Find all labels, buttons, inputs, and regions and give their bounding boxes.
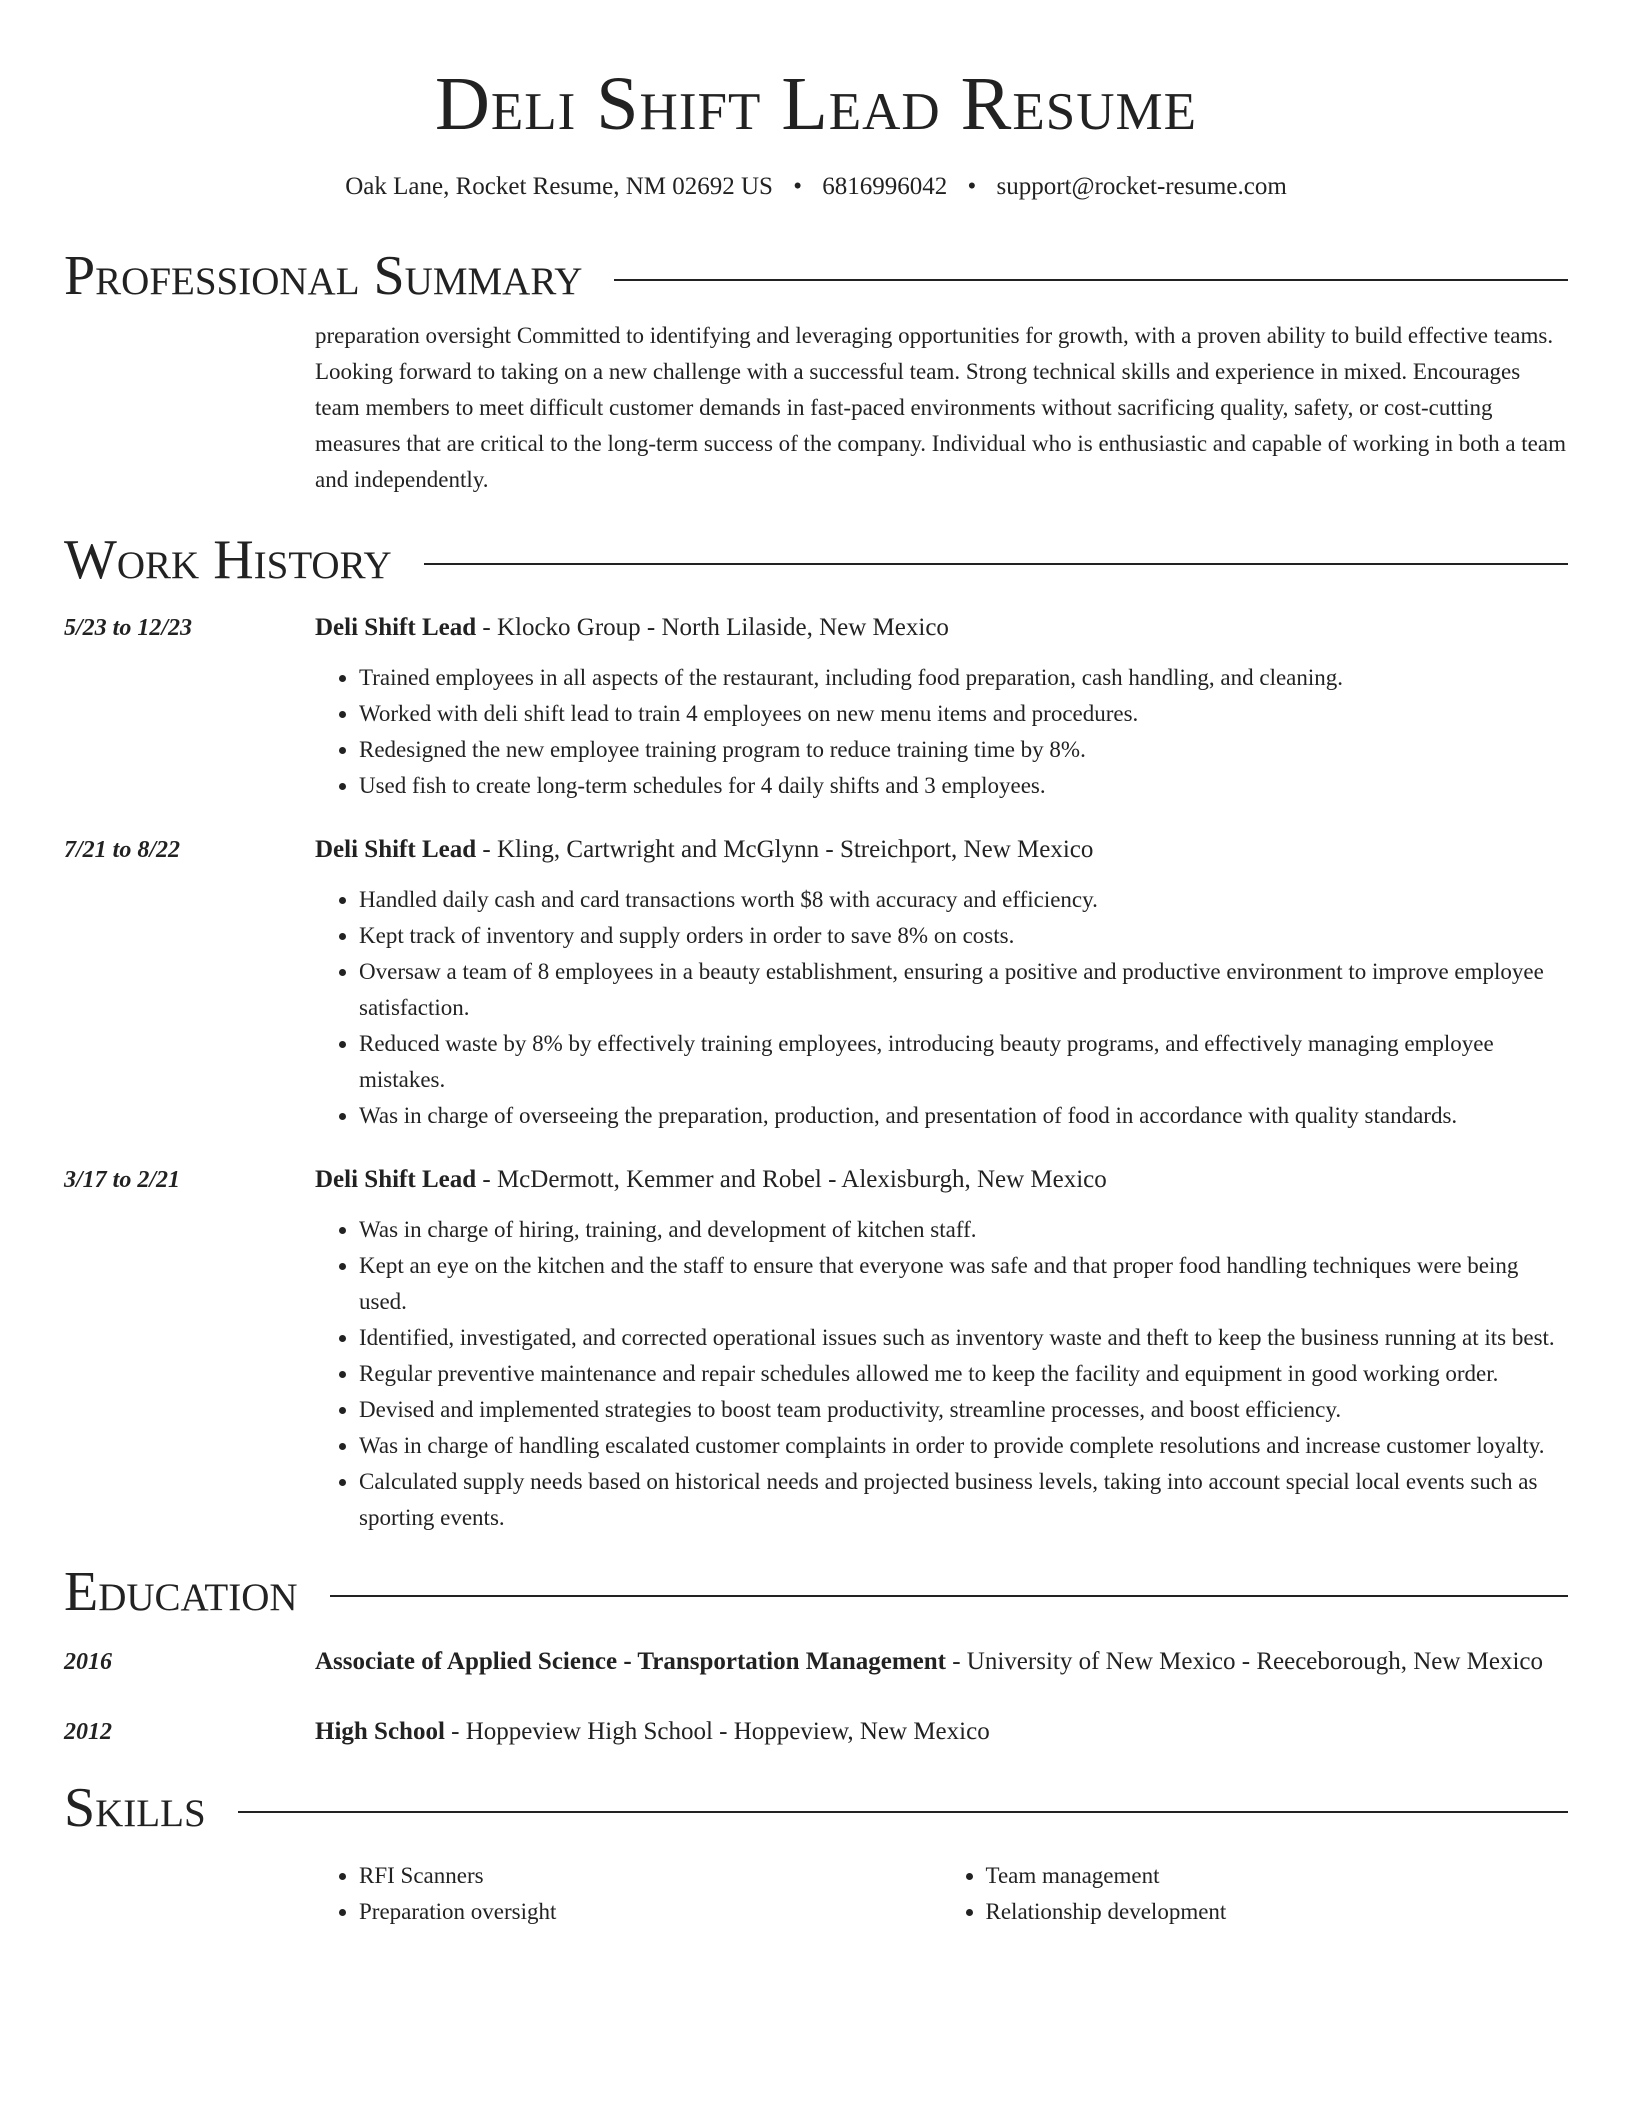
- education-details: - University of New Mexico - Reeceborough, New Mexico: [945, 1648, 1544, 1675]
- job-entry: [64, 608, 1568, 804]
- job-entry: [64, 830, 1568, 1134]
- education-entry: [64, 1712, 1568, 1752]
- education-degree: High School: [315, 1718, 445, 1745]
- section-divider: [614, 279, 1568, 281]
- job-bullets: [315, 660, 1568, 804]
- work-heading: Work History: [64, 529, 392, 591]
- job-details: - McDermott, Kemmer and Robel - Alexisburgh, New Mexico: [476, 1166, 1107, 1193]
- summary-heading: Professional Summary: [64, 245, 583, 307]
- contact-separator: •: [793, 173, 802, 200]
- job-title-line: [315, 830, 1568, 870]
- job-bullet: • Was in charge of hiring, training, and development of kitchen staff.: [359, 1212, 1568, 1248]
- section-divider: [238, 1811, 1568, 1813]
- job-entry: [64, 1160, 1568, 1536]
- education-line: [315, 1712, 1568, 1752]
- section-divider: [330, 1595, 1568, 1597]
- job-body: [315, 608, 1568, 804]
- education-details: - Hoppeview High School - Hoppeview, New Mexico: [444, 1718, 990, 1745]
- job-dates: 3/17 to 2/21: [64, 1167, 181, 1193]
- job-bullet: • Was in charge of handling escalated customer complaints in order to provide complete resolutions and increase customer loyalty.: [359, 1428, 1568, 1464]
- job-bullet: • Trained employees in all aspects of the restaurant, including food preparation, cash handling, and cleaning.: [359, 660, 1568, 696]
- skills-section-header: [64, 1776, 1568, 1840]
- job-bullet: • Kept an eye on the kitchen and the staff to ensure that everyone was safe and that proper food handling techniques were being used.: [359, 1248, 1568, 1320]
- skills-column-right: [942, 1858, 1569, 1930]
- skills-list: [315, 1858, 1568, 1930]
- job-details: - Klocko Group - North Lilaside, New Mexico: [476, 614, 949, 641]
- summary-section-header: [64, 244, 1568, 308]
- skills-column-left: [315, 1858, 942, 1930]
- section-divider: [424, 563, 1568, 565]
- contact-email: support@rocket-resume.com: [996, 173, 1287, 200]
- job-title-line: [315, 1160, 1568, 1200]
- job-dates: 5/23 to 12/23: [64, 615, 193, 641]
- contact-address: Oak Lane, Rocket Resume, NM 02692 US: [345, 173, 773, 200]
- job-details: - Kling, Cartwright and McGlynn - Streichport, New Mexico: [476, 836, 1094, 863]
- contact-phone: 6816996042: [822, 173, 948, 200]
- job-bullet: • Regular preventive maintenance and repair schedules allowed me to keep the facility and equipment in good working order.: [359, 1356, 1568, 1392]
- job-bullet: • Handled daily cash and card transactions worth $8 with accuracy and efficiency.: [359, 882, 1568, 918]
- skills-heading: Skills: [64, 1777, 206, 1839]
- job-title: Deli Shift Lead: [315, 836, 477, 863]
- job-dates: 7/21 to 8/22: [64, 837, 181, 863]
- job-bullet: • Identified, investigated, and corrected operational issues such as inventory waste and theft to keep the business running at its best.: [359, 1320, 1568, 1356]
- summary-text: preparation oversight Committed to identifying and leveraging opportunities for growth, with a proven ability to build effective teams. Looking forward to taking on a new challenge with a successful team. Strong technical skills and experience in mixed. Encourages team members to meet difficult customer demands in fast-paced environments without sacrificing quality, safety, or cost-cutting measures that are critical to the long-term success of the company. Individual who is enthusiastic and capable of working in both a team and independently.: [315, 323, 1566, 492]
- job-bullet: • Was in charge of overseeing the preparation, production, and presentation of food in accordance with quality standards.: [359, 1098, 1568, 1134]
- skill-item: • RFI Scanners: [359, 1858, 942, 1894]
- job-bullet: • Redesigned the new employee training program to reduce training time by 8%.: [359, 732, 1568, 768]
- job-bullet: • Kept track of inventory and supply orders in order to save 8% on costs.: [359, 918, 1568, 954]
- education-heading: Education: [64, 1561, 298, 1623]
- education-year: 2016: [64, 1649, 112, 1675]
- education-year: 2012: [64, 1719, 112, 1745]
- contact-line: [64, 170, 1568, 204]
- job-title: Deli Shift Lead: [315, 1166, 477, 1193]
- job-body: [315, 830, 1568, 1134]
- education-entry: [64, 1642, 1568, 1682]
- resume-page: [64, 0, 1568, 1930]
- job-body: [315, 1160, 1568, 1536]
- job-bullet: • Reduced waste by 8% by effectively training employees, introducing beauty programs, and effectively managing employee mistakes.: [359, 1026, 1568, 1098]
- education-section-header: [64, 1560, 1568, 1624]
- skill-item: • Team management: [986, 1858, 1569, 1894]
- education-degree: Associate of Applied Science - Transportation Management: [315, 1648, 946, 1675]
- work-section-header: [64, 528, 1568, 592]
- skill-item: • Preparation oversight: [359, 1894, 942, 1930]
- skill-item: • Relationship development: [986, 1894, 1569, 1930]
- job-title: Deli Shift Lead: [315, 614, 477, 641]
- job-title-line: [315, 608, 1568, 648]
- job-bullet: • Worked with deli shift lead to train 4 employees on new menu items and procedures.: [359, 696, 1568, 732]
- job-bullet: • Oversaw a team of 8 employees in a beauty establishment, ensuring a positive and productive environment to improve employee satisfaction.: [359, 954, 1568, 1026]
- education-body: [315, 1712, 1568, 1752]
- job-bullets: [315, 882, 1568, 1134]
- contact-separator: •: [967, 173, 977, 200]
- job-bullet: • Devised and implemented strategies to boost team productivity, streamline processes, and boost efficiency.: [359, 1392, 1568, 1428]
- job-bullet: • Used fish to create long-term schedules for 4 daily shifts and 3 employees.: [359, 768, 1568, 804]
- job-bullets: [315, 1212, 1568, 1536]
- job-bullet: • Calculated supply needs based on historical needs and projected business levels, taking into account special local events such as sporting events.: [359, 1464, 1568, 1536]
- education-line: [315, 1642, 1568, 1682]
- education-body: [315, 1642, 1568, 1682]
- resume-title: Deli Shift Lead Resume: [435, 62, 1197, 146]
